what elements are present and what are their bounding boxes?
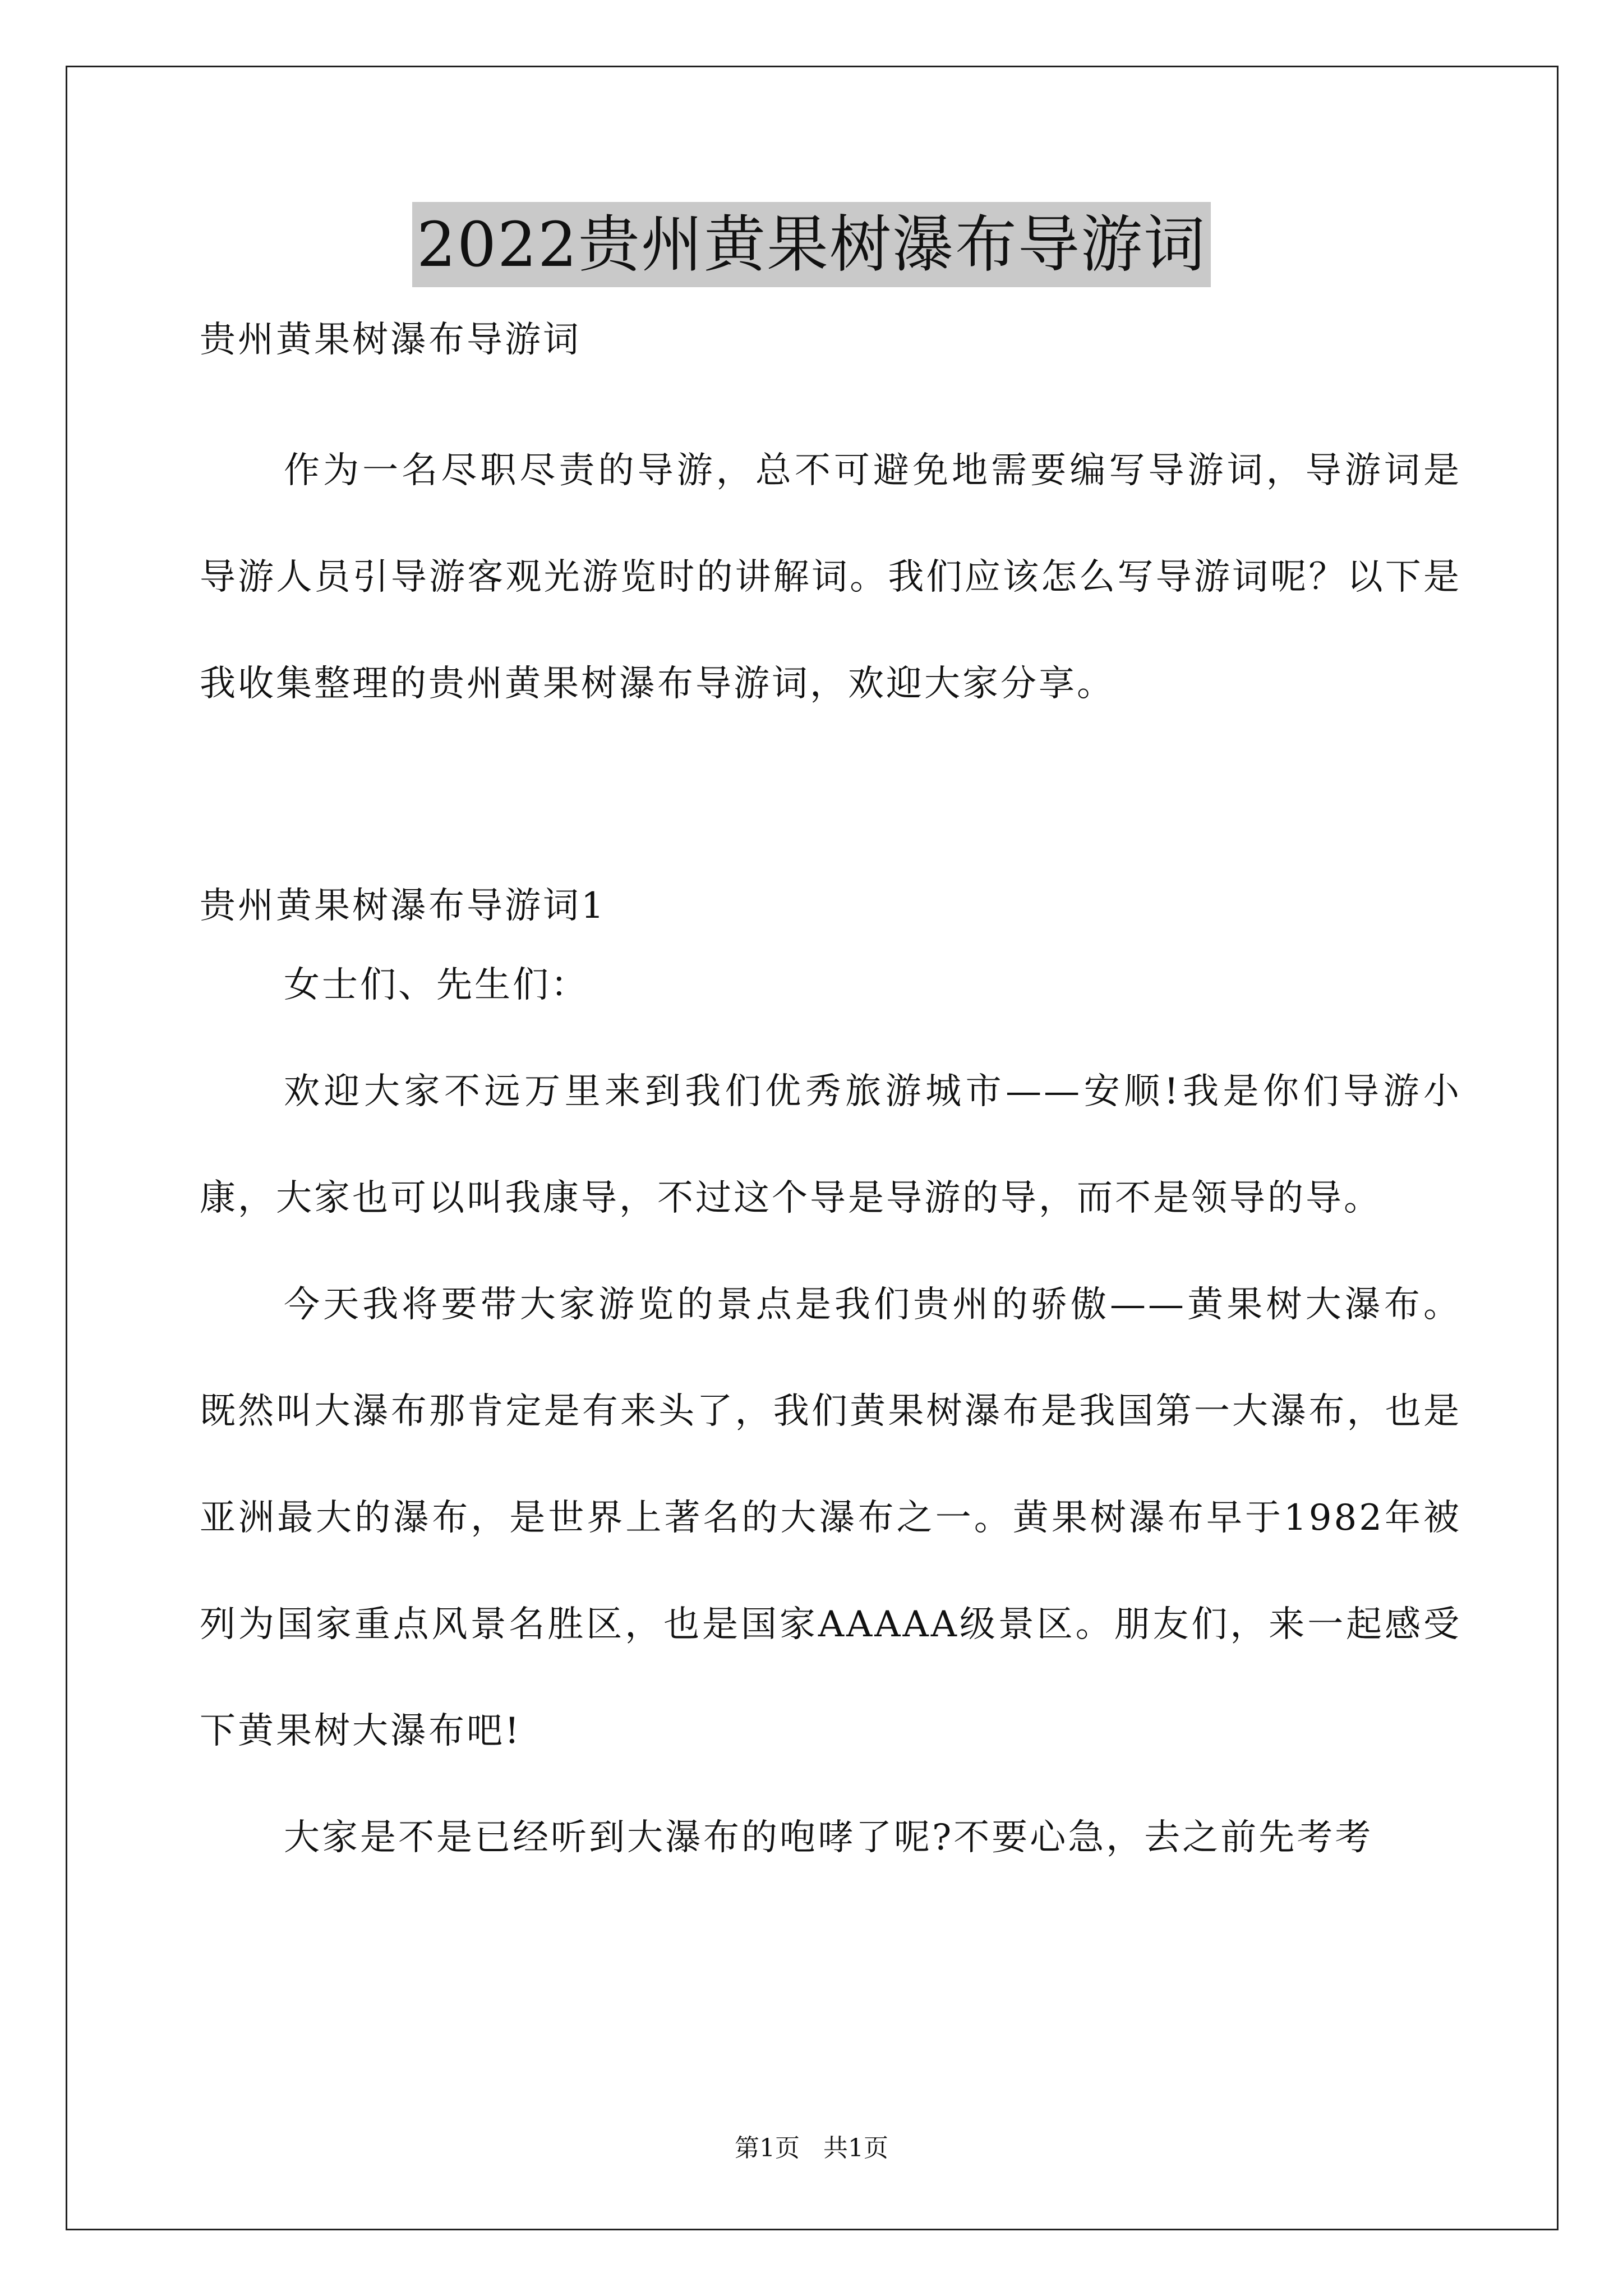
section-heading: 贵州黄果树瀑布导游词1 (200, 885, 606, 927)
continuation-paragraph: 大家是不是已经听到大瀑布的咆哮了呢?不要心急，去之前先考考 (284, 1817, 1373, 1858)
document-title: 2022贵州黄果树瀑布导游词 (412, 202, 1211, 287)
spacer (200, 737, 1461, 880)
document-body (200, 314, 1461, 1891)
document-subtitle: 贵州黄果树瀑布导游词 (200, 319, 581, 361)
spacer (200, 366, 1461, 417)
waterfall-intro-paragraph: 今天我将要带大家游览的景点是我们贵州的骄傲——黄果树大瀑布。既然叫大瀑布那肯定是有来头了，我们黄果树瀑布是我国第一大瀑布，也是亚洲最大的瀑布，是世界上著名的大瀑布之一。黄果树瀑布早于1982年被列为国家重点风景名胜区，也是国家AAAAA级景区。朋友们，来一起感受下黄果树大瀑布吧! (200, 1284, 1461, 1752)
title-container (0, 202, 1623, 287)
greeting-paragraph: 女士们、先生们： (284, 964, 589, 1006)
welcome-paragraph: 欢迎大家不远万里来到我们优秀旅游城市——安顺!我是你们导游小康，大家也可以叫我康导，不过这个导是导游的导，而不是领导的导。 (200, 1071, 1461, 1219)
page-footer: 第1页 共1页 (735, 2134, 888, 2162)
intro-paragraph: 作为一名尽职尽责的导游，总不可避免地需要编写导游词，导游词是导游人员引导游客观光游览时的讲解词。我们应该怎么写导游词呢？以下是我收集整理的贵州黄果树瀑布导游词，欢迎大家分享。 (200, 450, 1461, 705)
